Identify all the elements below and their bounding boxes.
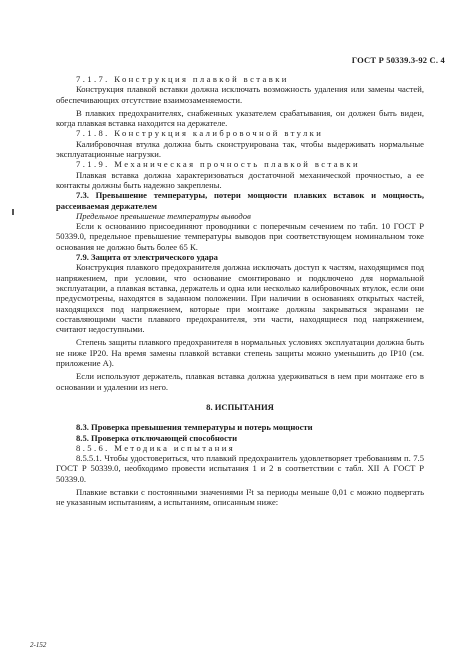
page-footer-ref: 2-152	[30, 641, 47, 649]
section-7-3-title: 7.3. Превышение температуры, потери мощности плавких вставок и мощность, рассеиваемая держателем	[56, 190, 424, 211]
section-8-5-6-title: 8.5.6. Методика испытания	[76, 442, 236, 453]
section-8-5-5-1-para-1: 8.5.5.1. Чтобы удостовериться, что плавкий предохранитель удовлетворяет требованиям п. 7.5 ГОСТ Р 50339.0, необходимо провести испытания 1 и 2 в соответствии с табл. XII А ГОСТ Р 50339.0.	[56, 453, 424, 484]
section-7-1-9-title: 7.1.9. Механическая прочность плавкой вставки	[76, 159, 360, 170]
section-7-1-7-para-1: Конструкция плавкой вставки должна исключать возможность удаления или замены частей, обеспечивающих отсутствие взаимозаменяемости.	[56, 84, 424, 105]
section-7-3-subtitle: Предельное превышение температуры выводов	[76, 210, 251, 221]
section-7-9-para-3: Если используют держатель, плавкая вставка должна удерживаться в нем при монтаже его в основании и удалении из него.	[56, 371, 424, 392]
section-8-title: 8. ИСПЫТАНИЯ	[206, 401, 274, 412]
page-header: ГОСТ Р 50339.3-92 С. 4	[351, 55, 445, 65]
section-8-5-title: 8.5. Проверка отключающей способности	[76, 432, 238, 443]
section-7-3-para-1: Если к основанию присоединяют проводники с поперечным сечением по табл. 10 ГОСТ Р 50339.0, предельное превышение температуры выводов при соответствующем номинальном токе основания не должно быть более 65 К.	[56, 221, 424, 252]
document-body	[56, 74, 424, 508]
section-7-9-para-1: Конструкция плавкого предохранителя должна исключать доступ к частям, находящимся под напряжением, при условии, что основание смонтировано и подключено для нормальной эксплуатации, а плавкая вставка, держатель и одна или несколько калибровочных втулок, если они предусмотрены, находятся в заданном положении. При наличии в основаниях открытых частей, находящихся под напряжением, которые при монтаже должны закрываться экранами не составляющими части плавкого предохранителя, эти части, находящиеся под напряжением, считают недоступными.	[56, 262, 424, 335]
section-7-1-7-para-2: В плавких предохранителях, снабженных указателем срабатывания, он должен быть виден, когда плавкая вставка находится на держателе.	[56, 107, 424, 129]
margin-mark	[12, 209, 14, 215]
section-7-9-para-2: Степень защиты плавкого предохранителя в нормальных условиях эксплуатации должна быть не ниже IP20. На время замены плавкой вставки степень защиты можно уменьшить до IP10 (см. приложение А).	[56, 337, 424, 369]
section-7-9-title: 7.9. Защита от электрического удара	[76, 252, 218, 263]
section-8-3-title: 8.3. Проверка превышения температуры и потерь мощности	[76, 422, 313, 433]
section-7-1-9-para-1: Плавкая вставка должна характеризоваться достаточной механической прочностью, а ее контакты должны быть надежно закреплены.	[56, 169, 424, 190]
section-7-1-8-title: 7.1.8. Конструкция калибровочной втулки	[76, 128, 324, 139]
section-7-1-7-title: 7.1.7. Конструкция плавкой вставки	[76, 74, 289, 84]
section-8-5-5-1-para-2: Плавкие вставки с постоянными значениями I²t за периоды меньше 0,01 с можно подвергать не указанным испытаниям, а испытаниям, описанным ниже:	[56, 486, 424, 508]
section-7-1-8-para-1: Калибровочная втулка должна быть сконструирована так, чтобы выдерживать нормальные эксплуатационные нагрузки.	[56, 138, 424, 160]
